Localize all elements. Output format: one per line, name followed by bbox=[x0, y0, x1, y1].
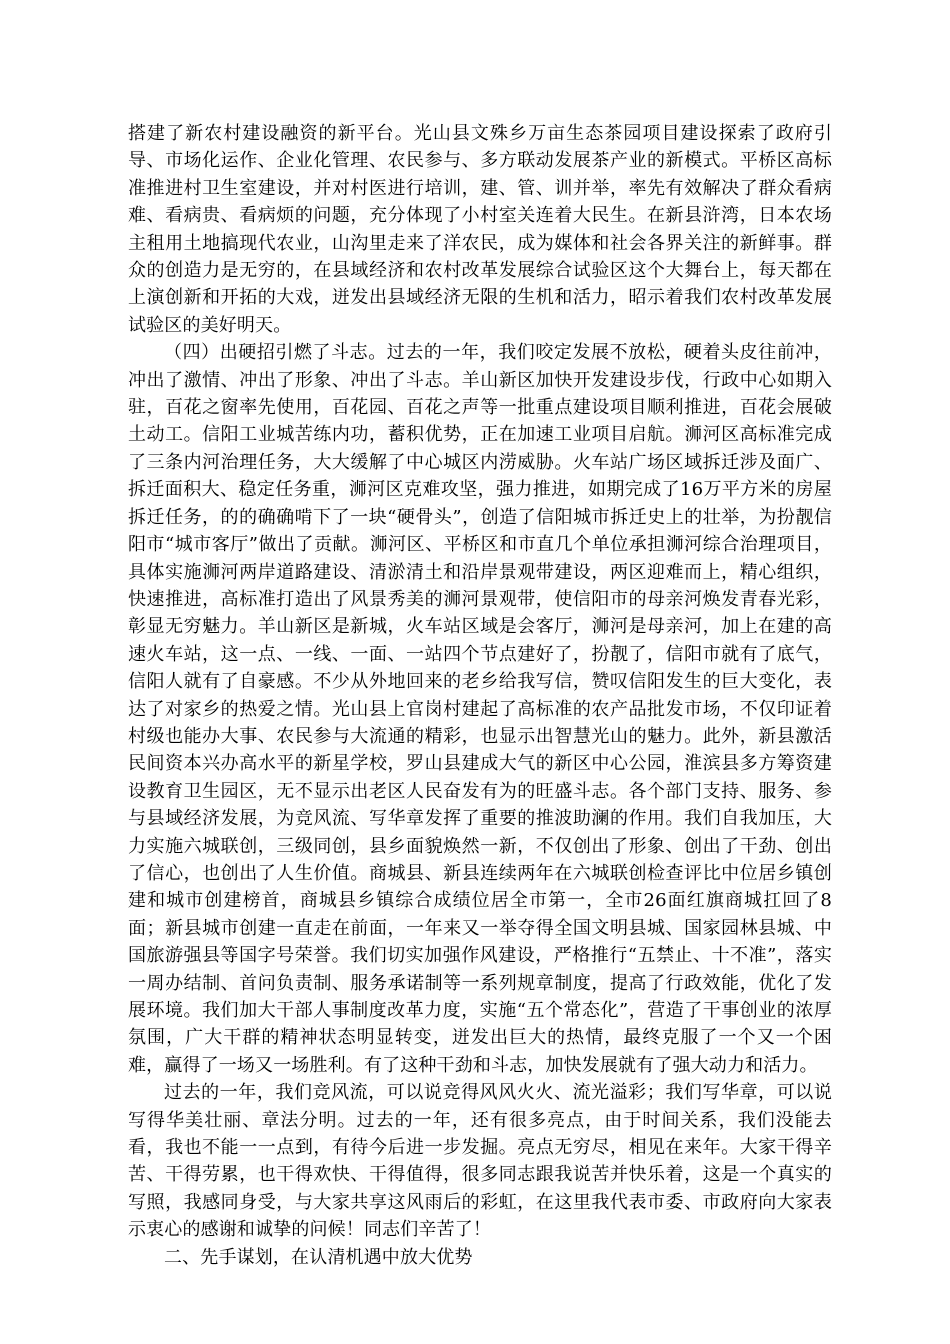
paragraph-rural-innovation: 搭建了新农村建设融资的新平台。光山县文殊乡万亩生态茶园项目建设探索了政府引导、市场化运作、企业化管理、农民参与、多方联动发展茶产业的新模式。平桥区高标准推进村卫生室建设，并对村医进行培训，建、管、训并举，率先有效解决了群众看病难、看病贵、看病烦的问题，充分体现了小村室关连着大民生。在新县浒湾，日本农场主租用土地搞现代农业，山沟里走来了洋农民，成为媒体和社会各界关注的新鲜事。群众的创造力是无穷的，在县域经济和农村改革发展综合试验区这个大舞台上，每天都在上演创新和开拓的大戏，迸发出县域经济无限的生机和活力，昭示着我们农村改革发展试验区的美好明天。 bbox=[128, 123, 832, 336]
paragraph-section-4-fighting-spirit: （四）出硬招引燃了斗志。过去的一年，我们咬定发展不放松，硬着头皮往前冲，冲出了激情、冲出了形象、冲出了斗志。羊山新区加快开发建设步伐，行政中心如期入驻，百花之窗率先使用，百花园、百花之声等一批重点建设项目顺利推进，百花会展破土动工。信阳工业城苦练内功，蓄积优势，正在加速工业项目启航。浉河区高标准完成了三条内河治理任务，大大缓解了中心城区内涝威胁。火车站广场区域拆迁涉及面广、拆迁面积大、稳定任务重，浉河区克难攻坚，强力推进，如期完成了16万平方米的房屋拆迁任务，的的确确啃下了一块“硬骨头”，创造了信阳城市拆迁史上的壮举，为扮靓信阳市“城市客厅”做出了贡献。浉河区、平桥区和市直几个单位承担浉河综合治理项目，具体实施浉河两岸道路建设、清淤清土和沿岸景观带建设，两区迎难而上，精心组织，快速推进，高标准打造出了风景秀美的浉河景观带，使信阳市的母亲河焕发青春光彩，彰显无穷魅力。羊山新区是新城，火车站区域是会客厅，浉河是母亲河，加上在建的高速火车站，这一点、一线、一面、一站四个节点建好了，扮靓了，信阳市就有了底气，信阳人就有了自豪感。不少从外地回来的老乡给我写信，赞叹信阳发生的巨大变化，表达了对家乡的热爱之情。光山县上官岗村建起了高标准的农产品批发市场，不仅印证着村级也能办大事、农民参与大流通的精彩，也显示出智慧光山的魅力。此外，新县激活民间资本兴办高水平的新星学校，罗山县建成大气的新区中心公园，淮滨县多方筹资建设教育卫生园区，无不显示出老区人民奋发有为的旺盛斗志。各个部门支持、服务、参与县域经济发展，为竞风流、写华章发挥了重要的推波助澜的作用。我们自我加压，大力实施六城联创，三级同创，县乡面貌焕然一新，不仅创出了形象、创出了干劲、创出了信心，也创出了人生价值。商城县、新县连续两年在六城联创检查评比中位居乡镇创建和城市创建榜首，商城县乡镇综合成绩位居全市第一，全市26面红旗商城扛回了8面；新县城市创建一直走在前面，一年来又一举夺得全国文明县城、国家园林县城、中国旅游强县等国字号荣誉。我们切实加强作风建设，严格推行“五禁止、十不准”，落实一周办结制、首问负责制、服务承诺制等一系列规章制度，提高了行政效能，优化了发展环境。我们加大干部人事制度改革力度，实施“五个常态化”，营造了干事创业的浓厚氛围，广大干群的精神状态明显转变，迸发出巨大的热情，最终克服了一个又一个困难，赢得了一场又一场胜利。有了这种干劲和斗志，加快发展就有了强大动力和活力。 bbox=[128, 342, 832, 1076]
section-heading-2: 二、先手谋划，在认清机遇中放大优势 bbox=[164, 1246, 473, 1268]
paragraph-year-summary: 过去的一年，我们竞风流，可以说竞得风风火火、流光溢彩；我们写华章，可以说写得华美壮丽、章法分明。过去的一年，还有很多亮点，由于时间关系，我们没能去看，我也不能一一点到，有待今后进一步发掘。亮点无穷尽，相见在来年。大家干得辛苦、干得劳累，也干得欢快、干得值得，很多同志跟我说苦并快乐着，这是一个真实的写照，我感同身受，与大家共享这风雨后的彩虹，在这里我代表市委、市政府向大家表示衷心的感谢和诚挚的问候！同志们辛苦了！ bbox=[128, 1082, 832, 1241]
document-page bbox=[128, 120, 832, 1271]
